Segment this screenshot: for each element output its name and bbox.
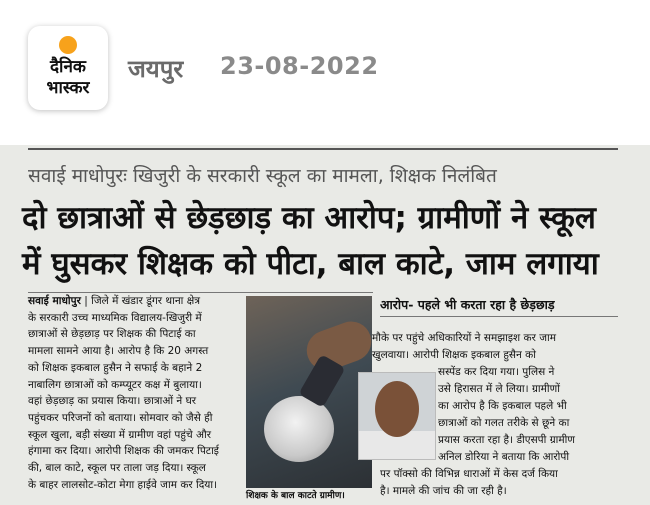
body-column-1 — [28, 293, 240, 493]
dainik-bhaskar-logo[interactable] — [28, 26, 108, 110]
sun-icon — [59, 36, 77, 54]
body-line: वहां छेड़छाड़ का प्रयास किया। छात्राओं ने घर — [28, 395, 197, 408]
body-line: मामला सामने आया है। आरोप है कि 20 अगस्त — [28, 345, 209, 358]
body-line: है। मामले की जांच की जा रही है। — [380, 485, 507, 497]
accused-teacher-photo — [358, 372, 436, 460]
side-heading-rule — [380, 316, 618, 317]
body-line: स्कूल खुला, बड़ी संख्या में ग्रामीण वहां पहुंचे और — [28, 428, 212, 441]
body-line: को शिक्षक इकबाल हुसैन ने सफाई के बहाने 2 — [28, 361, 203, 374]
body-line: छात्राओं को गलत तरीके से छूने का — [438, 417, 570, 429]
body-line: पहुंचकर परिजनों को बताया। सोमवार को जैसे ही — [28, 411, 213, 424]
edition-city: जयपुर — [128, 55, 184, 83]
body-line: छात्राओं से छेड़छाड़ पर शिक्षक की पिटाई का — [28, 328, 196, 341]
body-line: हंगामा कर दिया। आरोपी शिक्षक की जमकर पिटाई — [28, 445, 219, 458]
headline-line-2: में घुसकर शिक्षक को पीटा, बाल काटे, जाम लगाया — [22, 246, 599, 282]
haircut-photo — [246, 296, 372, 494]
article-headline — [22, 195, 622, 287]
logo-line-1: दैनिक — [50, 57, 86, 77]
body-line-text: | जिले में खंडार डूंगर थाना क्षेत्र — [84, 295, 201, 307]
body-line: सस्पेंड कर दिया गया। पुलिस ने — [438, 366, 555, 378]
article-kicker: सवाई माधोपुरः खिजुरी के सरकारी स्कूल का मामला, शिक्षक निलंबित — [28, 165, 497, 187]
body-line: उसे हिरासत में ले लिया। ग्रामीणों — [438, 383, 560, 395]
page-header — [0, 0, 650, 145]
body-line: का आरोप है कि इकबाल पहले भी — [438, 400, 567, 412]
body-line: नाबालिग छात्राओं को कम्प्यूटर कक्ष में बुलाया। — [28, 378, 202, 391]
teacher-face — [375, 381, 419, 437]
teacher-head — [264, 396, 334, 462]
body-line: खुलवाया। आरोपी शिक्षक इकबाल हुसैन को — [372, 349, 536, 361]
headline-line-1: दो छात्राओं से छेड़छाड़ का आरोप; ग्रामीणों ने स्कूल — [22, 200, 596, 236]
body-line: प्रयास करता रहा है। डीएसपी ग्रामीण — [438, 434, 575, 446]
side-heading: आरोप- पहले भी करता रहा है छेड़छाड़ — [380, 297, 555, 312]
dateline: सवाई माधोपुर — [28, 295, 81, 307]
body-line: अनिल डोरिया ने बताया कि आरोपी — [438, 451, 570, 463]
photo-caption: शिक्षक के बाल काटते ग्रामीण। — [246, 488, 372, 501]
body-line: मौके पर पहुंचे अधिकारियों ने समझाइश कर जाम — [372, 332, 557, 344]
body-line: पर पॉक्सो की विभिन्न धाराओं में केस दर्ज किया — [380, 468, 558, 480]
body-line — [28, 293, 240, 310]
body-line: के सरकारी उच्च माध्यमिक विद्यालय-खिजुरी में — [28, 311, 202, 324]
body-line: की, बाल काटे, स्कूल पर ताला जड़ दिया। स्कूल — [28, 462, 206, 475]
top-rule — [28, 148, 618, 150]
edition-date: 23-08-2022 — [220, 52, 379, 80]
body-line: के बाहर लालसोट-कोटा मेगा हाईवे जाम कर दिया। — [28, 478, 218, 491]
logo-line-2: भास्कर — [46, 78, 90, 98]
